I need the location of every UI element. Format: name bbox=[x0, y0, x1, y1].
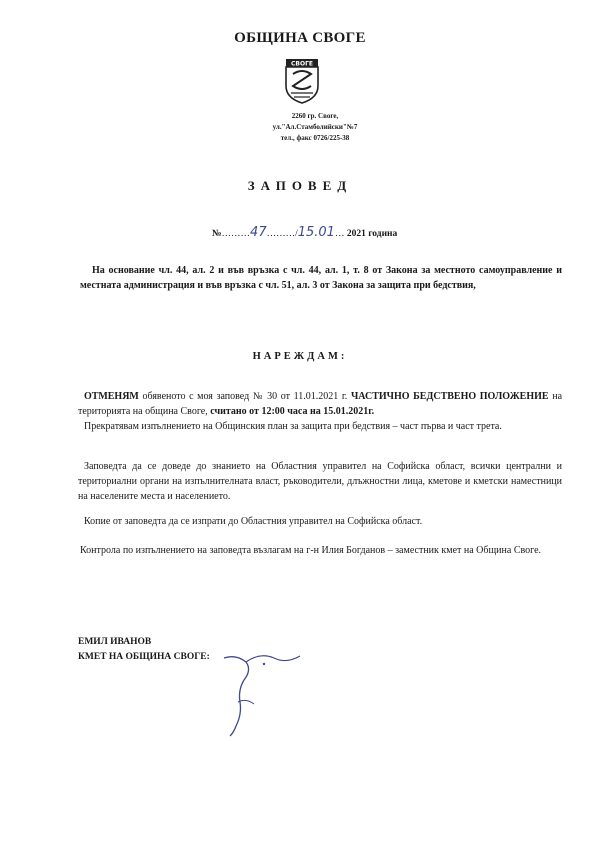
copy-text: Копие от заповедта да се изпрати до Областния управител на Софийска област. bbox=[84, 516, 423, 527]
cancel-keyword: ОТМЕНЯМ bbox=[84, 391, 139, 402]
notify-text: Заповедта да се доведе до знанието на Областния управител на Софийска област, всички централни и териториални органи на изпълнителната власт, ръководители, длъжностни лица, кметове и кметски наместници на населените места и населението. bbox=[78, 461, 562, 502]
handwritten-number: 47 bbox=[250, 225, 267, 240]
handwritten-date: 15.01 bbox=[297, 225, 335, 240]
municipality-title: ОБЩИНА СВОГЕ bbox=[234, 30, 366, 46]
partial-disaster-keyword: ЧАСТИЧНО БЕДСТВЕНО ПОЛОЖЕНИЕ bbox=[350, 391, 549, 402]
address-line: ул."Ал.Стамболийски"№7 bbox=[272, 123, 358, 131]
address-block bbox=[0, 111, 600, 144]
cancel-text: обявеното с моя заповед № 30 от 11.01.2021 г. bbox=[138, 391, 351, 402]
signatory-title: КМЕТ НА ОБЩИНА СВОГЕ: bbox=[78, 652, 210, 662]
paragraph-notify bbox=[78, 459, 562, 504]
preamble-text: На основание чл. 44, ал. 2 и във връзка с чл. 44, ал. 1, т. 8 от Закона за местното самоуправление и местната администрация и във връзка с чл. 51, ал. 3 от Закона за защита при бедствия, bbox=[80, 265, 562, 291]
year-suffix: 2021 година bbox=[346, 229, 398, 239]
control-text: Контрола по изпълнението на заповедта възлагам на г-н Илия Богданов – заместник кмет на Община Своге. bbox=[80, 545, 542, 556]
handwritten-signature-icon bbox=[216, 640, 306, 740]
decree-heading: НАРЕЖДАМ: bbox=[252, 351, 348, 362]
order-number-line: №………47………/15.01… 2021 година bbox=[212, 225, 398, 240]
paragraph-control bbox=[72, 543, 562, 558]
cancel-territory-text: на територията на община Своге, bbox=[78, 391, 563, 417]
preamble bbox=[80, 263, 562, 293]
signatory-block bbox=[78, 635, 210, 665]
paragraph-cancel bbox=[78, 389, 562, 434]
number-prefix: № bbox=[212, 229, 222, 239]
paragraph-terminate-plan: Прекратявам изпълнението на Общинския план за защита при бедствия – част първа и част трета. bbox=[84, 421, 502, 432]
crest-text: СВОГЕ bbox=[291, 60, 313, 68]
municipality-crest-icon bbox=[284, 58, 320, 104]
paragraph-copy bbox=[78, 514, 562, 529]
address-line: 2260 гр. Своге, bbox=[291, 112, 339, 120]
effective-time: считано от 12:00 часа на 15.01.2021г. bbox=[210, 406, 375, 417]
signatory-name: ЕМИЛ ИВАНОВ bbox=[78, 637, 152, 647]
order-title: ЗАПОВЕД bbox=[247, 178, 353, 193]
address-line: тел., факс 0726/225-38 bbox=[280, 134, 350, 142]
